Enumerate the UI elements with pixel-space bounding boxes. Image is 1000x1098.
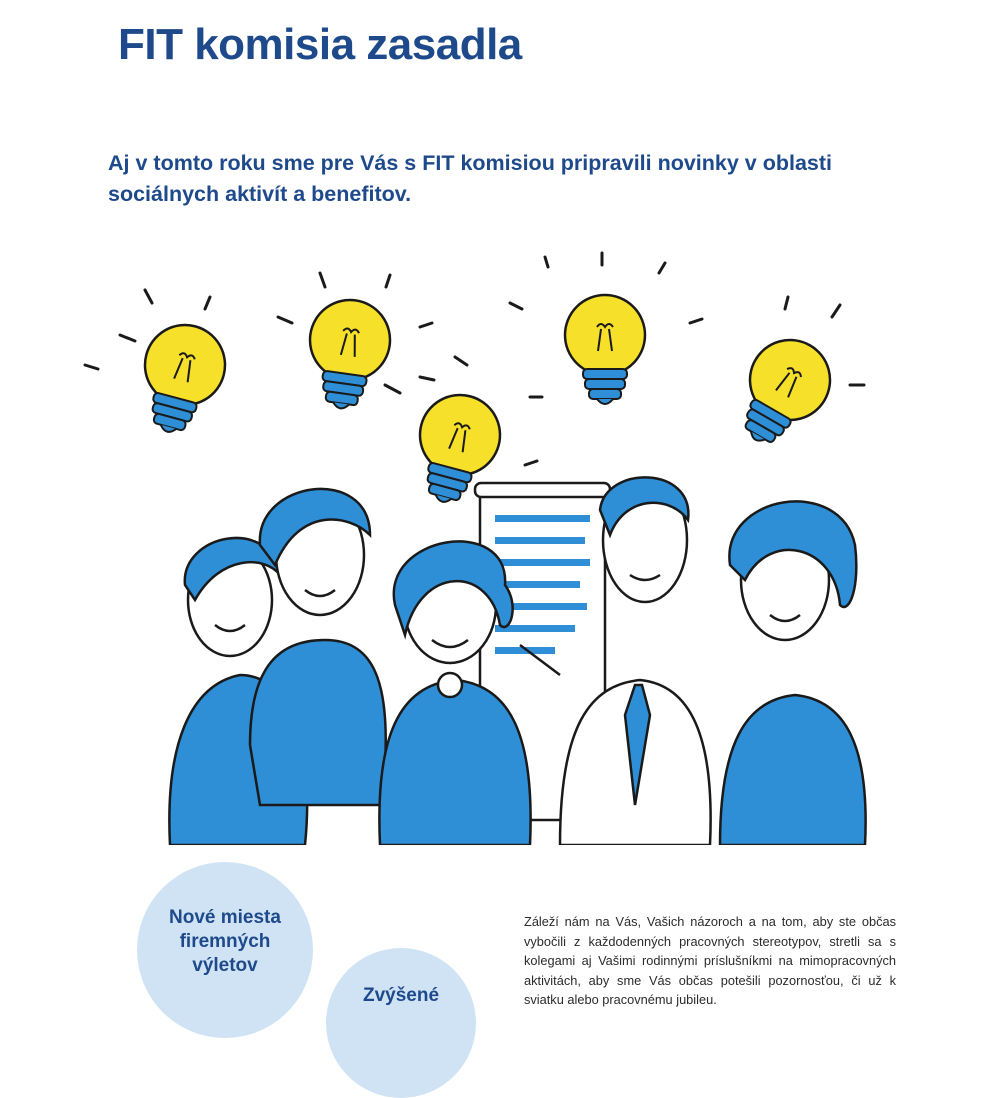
bubble-label: Nové miesta firemných výletov <box>169 907 281 976</box>
info-bubble <box>326 948 476 1098</box>
lightbulb-icon <box>301 295 395 414</box>
bubble-label: Zvýšené <box>362 985 440 1006</box>
lightbulb-icon <box>129 316 234 442</box>
team-brainstorm-illustration <box>80 245 880 845</box>
body-paragraph: Záleží nám na Vás, Vašich názoroch a na tom, aby ste občas vybočili z každodenných pracovných stereotypov, stretli sa s kolegami aj Vašimi rodinnými príslušníkmi na mimopracovných aktivitách, aby sme Vás občas potešili pozornosťou, či už k sviatku alebo pracovnému jubileu. <box>524 914 896 1007</box>
lightbulb-icon <box>565 295 645 404</box>
person-figure <box>250 489 386 805</box>
page-title: FIT komisia zasadla <box>118 20 522 69</box>
lightbulb-icon <box>721 325 845 459</box>
lead-paragraph: Aj v tomto roku sme pre Vás s FIT komisiou pripravili novinky v oblasti sociálnych aktivít a benefitov. <box>108 151 833 206</box>
person-figure <box>720 501 866 845</box>
info-bubble <box>137 862 313 1038</box>
